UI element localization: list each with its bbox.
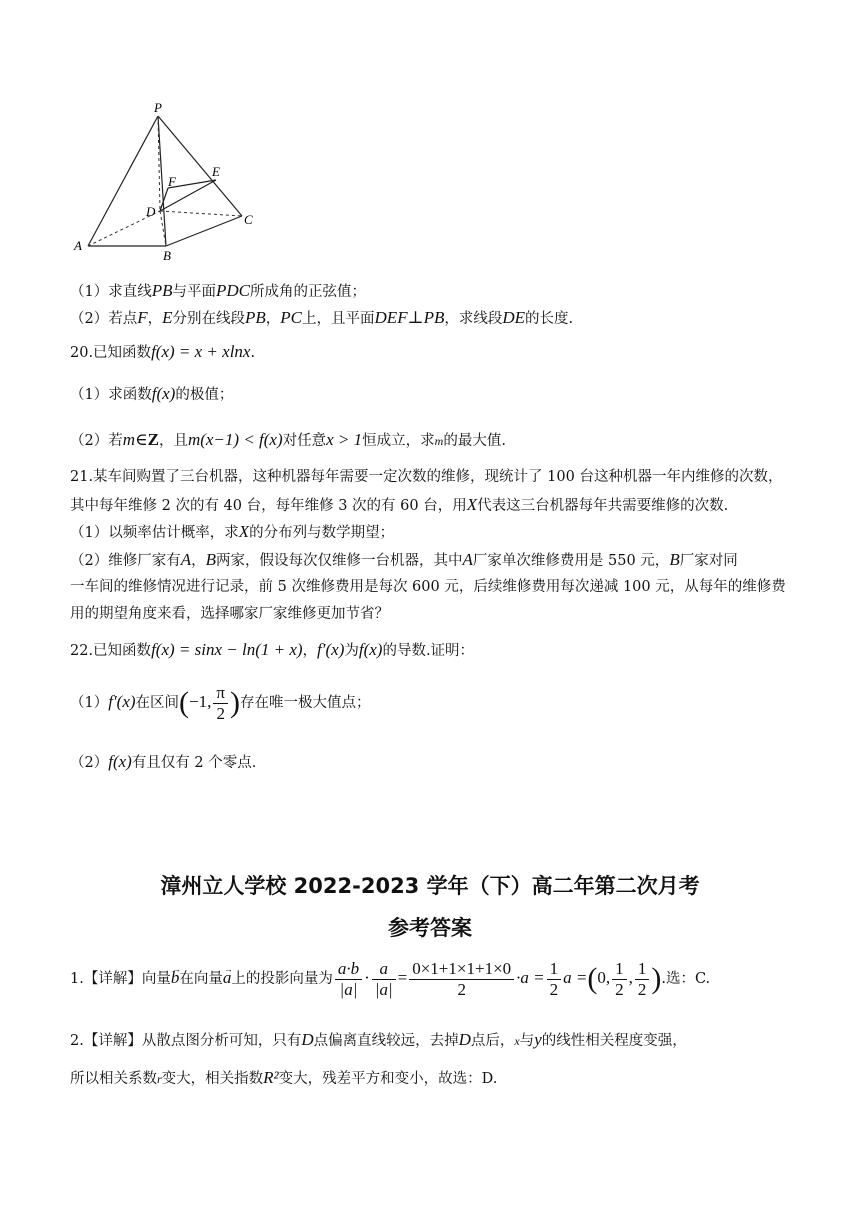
q20-part2: （2）若m∈Z，且m(x−1) < f(x)对任意x > 1恒成立，求m的最大值. [70, 430, 506, 449]
q21-line5: 一车间的维修情况进行记录，前 5 次维修费用是每次 600 元，后续维修费用每次递减 100 元，从每年的维修费 [70, 579, 786, 595]
label-c: C [244, 212, 253, 227]
answer-2-line2: 所以相关系数r变大，相关指数R²变大，残差平方和变小，故选：D. [70, 1068, 498, 1087]
q22-part1: （1）f′(x)在区间(−1, $\frac{\pi}{2}$ )存在唯一极大值点； [70, 682, 371, 723]
label-a: A [74, 238, 82, 253]
label-f: F [168, 174, 176, 189]
q21-line3: （1）以频率估计概率，求X的分布列与数学期望； [70, 522, 395, 541]
q19-part1: （1）求直线PB与平面PDC所成角的正弦值； [70, 281, 367, 300]
answer-title: 漳州立人学校 2022-2023 学年（下）高二年第二次月考 [160, 874, 700, 898]
label-b: B [163, 248, 171, 263]
q21-line1: 21.某车间购置了三台机器，这种机器每年需要一定次数的维修，现统计了 100 台这种机器一年内维修的次数， [70, 469, 783, 485]
q21-line2: 其中每年维修 2 次的有 40 台，每年维修 3 次的有 60 台，用X代表这三台机器每年共需要维修的次数. [70, 495, 729, 514]
q20-part1: （1）求函数f(x)的极值； [70, 384, 234, 403]
q21-line6: 用的期望角度来看，选择哪家厂家维修更加节省？ [70, 606, 389, 622]
q22-head: 22.已知函数f(x) = sinx − ln(1 + x)，f′(x)为f(x)的导数.证明： [70, 640, 475, 659]
q22-part2: （2）f(x)有且仅有 2 个零点. [70, 752, 257, 771]
label-e: E [212, 164, 220, 179]
answer-subtitle: 参考答案 [388, 916, 472, 940]
pyramid-figure [66, 100, 266, 265]
q20-head: 20.已知函数f(x) = x + xlnx. [70, 342, 256, 361]
label-p: P [154, 100, 162, 115]
answer-2-line1: 2.【详解】从散点图分析可知，只有D点偏离直线较远，去掉D点后，x与y的线性相关程度变强， [70, 1030, 687, 1049]
label-d: D [146, 204, 156, 219]
answer-1: 1.【详解】向量→ b在向量→ a上的投影向量为 $\frac{a\cdot b}{|a|}$ · $\frac{a}{|a|}$ = $\frac{0\times 1+1\times 1+1\times 0}{2}$ ·a = $\frac{1}{2}$ a =(0, $\frac{1}{2}$ , $\frac{1}{2}$ ).选：C. [70, 950, 710, 1007]
q19-part2: （2）若点F，E分别在线段PB，PC上，且平面DEF⊥PB，求线段DE的长度. [70, 308, 574, 327]
q21-line4: （2）维修厂家有A，B两家，假设每次仅维修一台机器，其中A厂家单次维修费用是 550 元，B厂家对同 [70, 550, 738, 569]
